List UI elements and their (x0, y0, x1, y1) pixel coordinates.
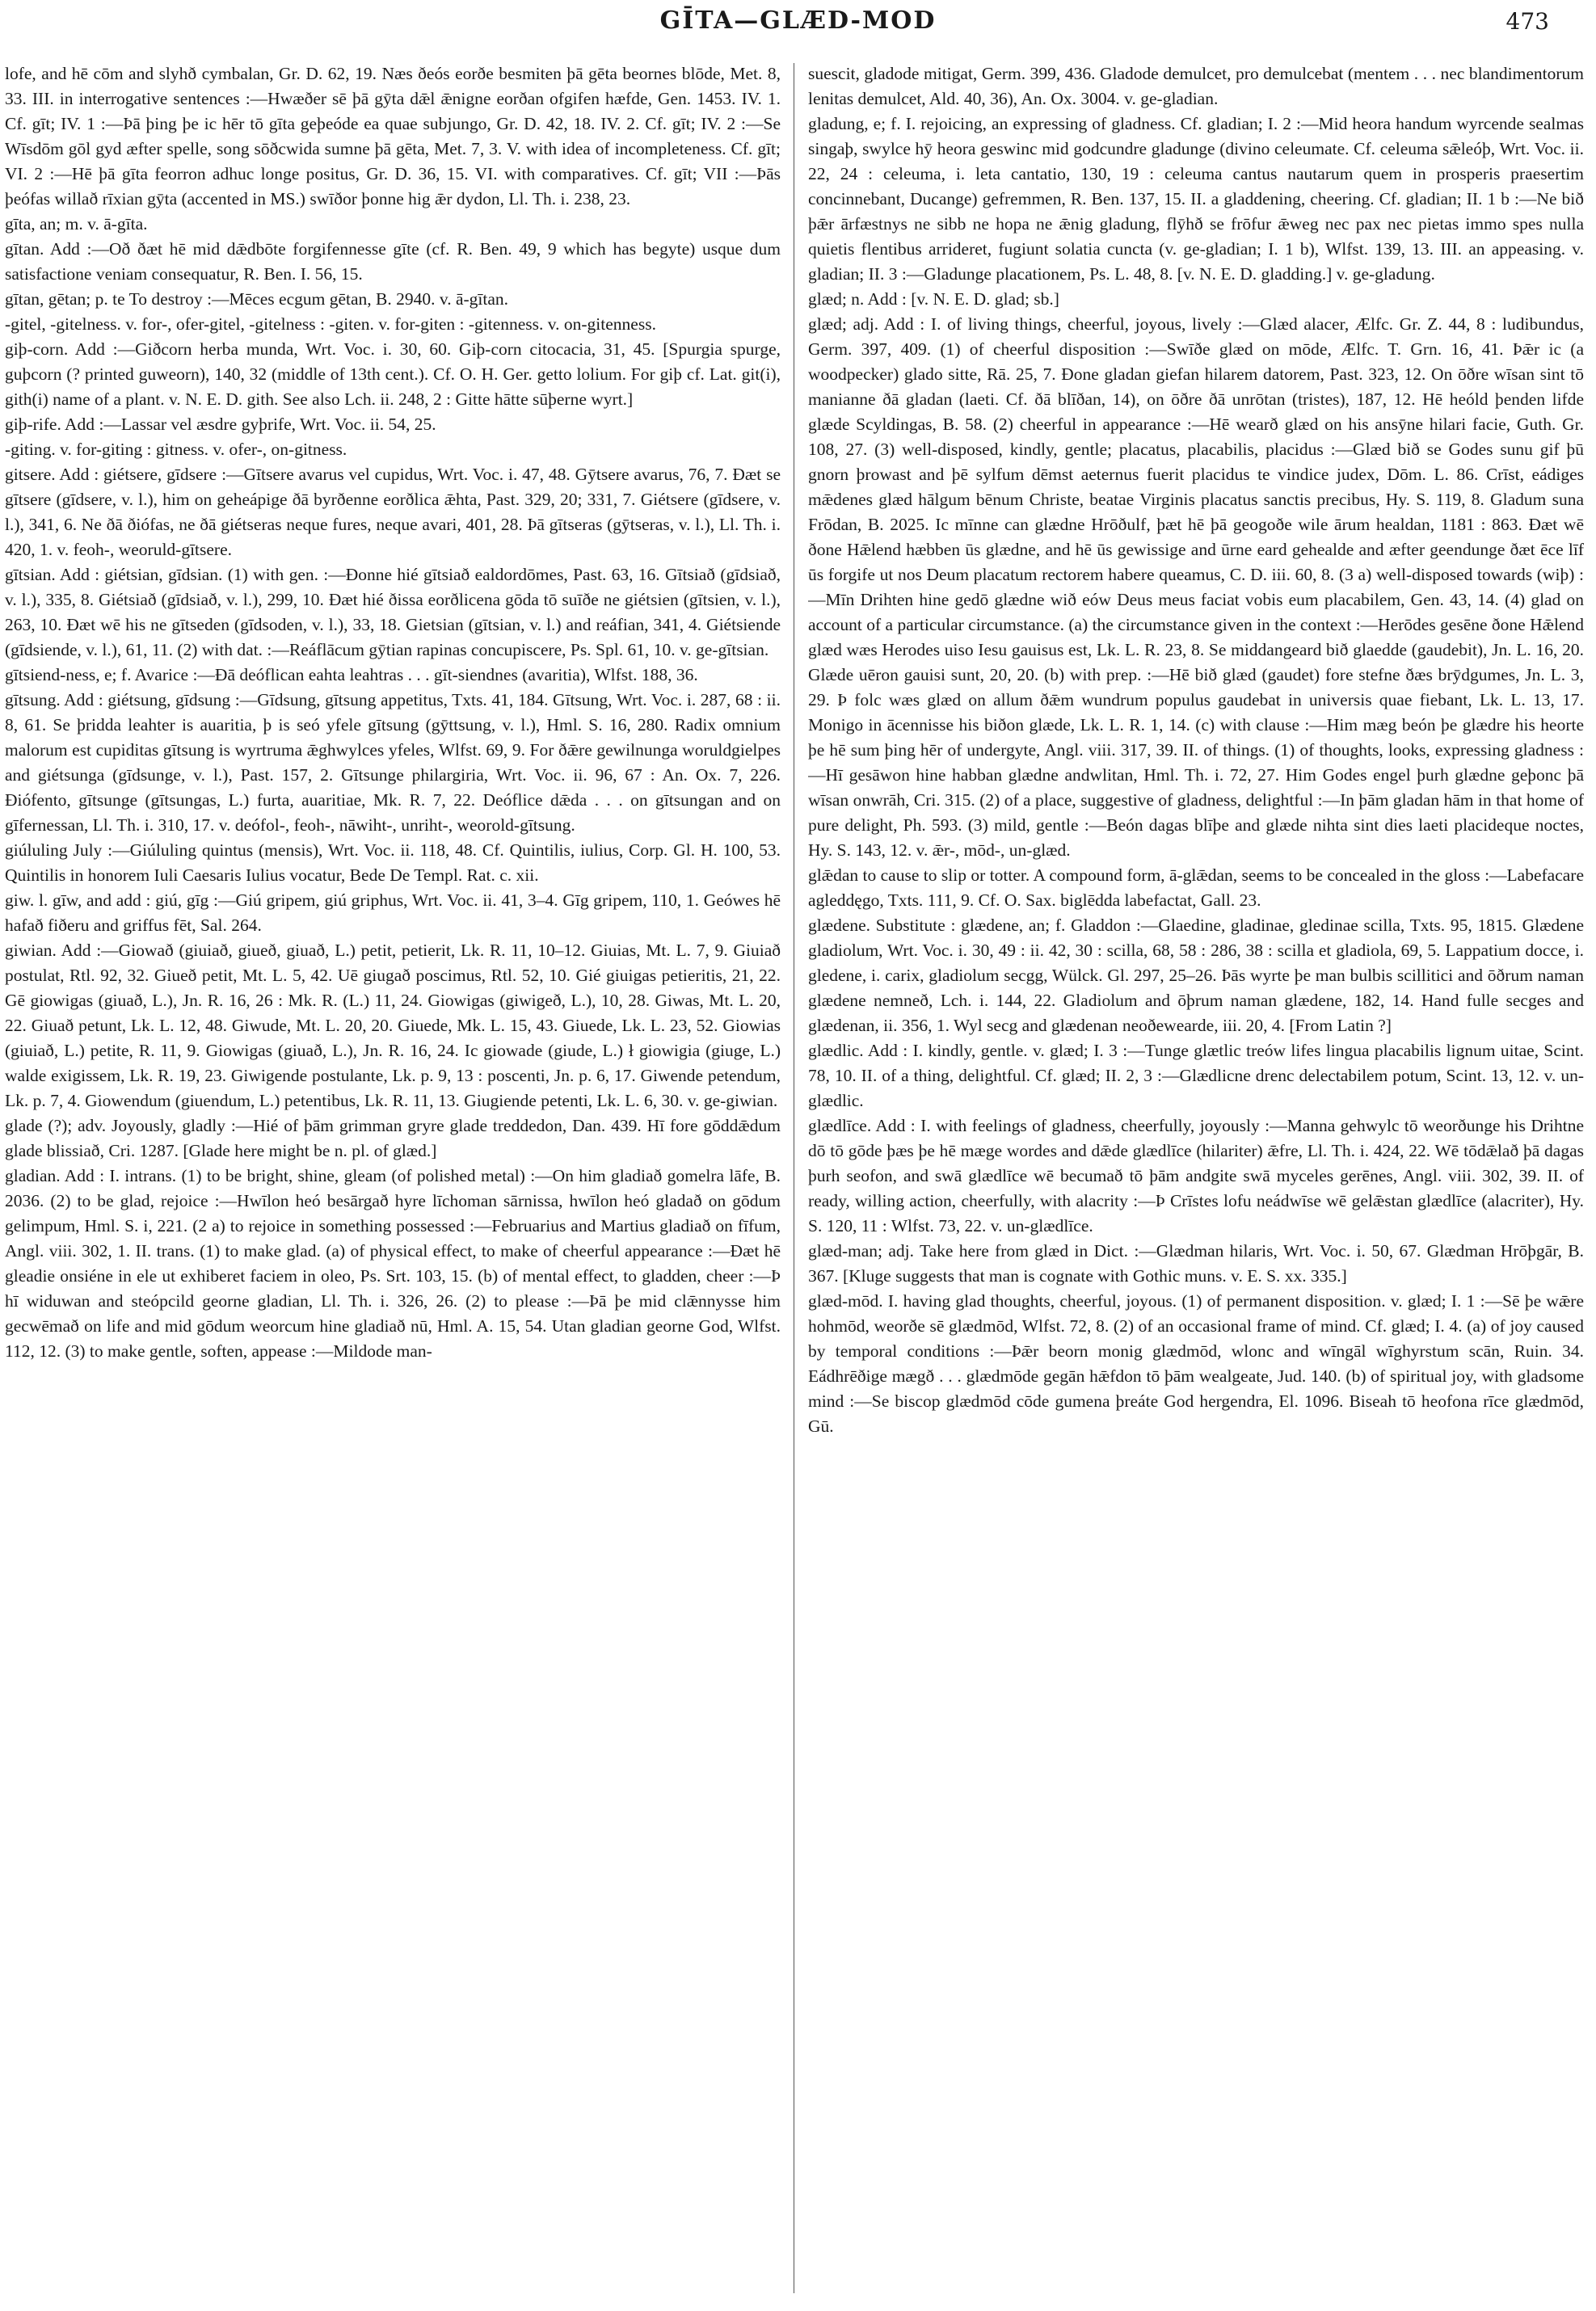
entry-glade: glade (?); adv. Joyously, gladly :—Hié of þām grimman gryre glade treddedon, Dan. 439. Hī fore gōddǣdum glade blissiað, Cri. 1287. [Glade here might be n. pl. of glæd.] (5, 1116, 781, 1160)
entry-glaed-noun: glæd; n. Add : [v. N. E. D. glad; sb.] (808, 289, 1059, 309)
right-column (808, 61, 1584, 2300)
entry-gladung: gladung, e; f. I. rejoicing, an expressing of gladness. Cf. gladian; I. 2 :—Mid heora handum wyrcende sealmas singaþ, swylce hȳ heora geswinc mid godcundre gladunge (divino celeumate. Cf. celeuma sǣleóþ, Wrt. Voc. ii. 22, 24 : celeuma, i. leta cantatio, 130, 19 : celeuma cantus nautarum quem in prosperis praesertim concinnebant, Ducange) gefremmen, R. Ben. 137, 15. II. a gladdening, cheering. Cf. gladian; II. 1 b :—Ne bið þǣr ārfæstnys ne sibb ne hopa ne ǣnig gladung, flȳhð se frōfur ǣweg nec pax nec pietas immo spes nulla quietis flentibus arrideret, fugiunt solatia cuncta (v. ge-gladian; I. 1 b), Wlfst. 139, 13. III. an appeasing. v. gladian; II. 3 :—Gladunge placationem, Ps. L. 48, 8. [v. N. E. D. gladding.] v. ge-gladung. (808, 114, 1584, 284)
entry-gita-noun: gīta, an; m. v. ā-gīta. (5, 214, 148, 234)
entry-glaed-mod: glæd-mōd. I. having glad thoughts, cheerful, joyous. (1) of permanent disposition. v. glæd; I. 1 :—Sē þe wǣre hohmōd, weorðe sē glædmōd, Wlfst. 72, 8. (2) of an occasional frame of mind. Cf. glæd; I. 4. (a) of joy caused by temporal conditions :—Þǣr beorn monig glædmōd, wlonc and wīngāl wīghyrstum scān, Ruin. 34. Eádhrēðige mægð . . . glædmōde gegān hǣfdon tō þām wealgeate, Jud. 140. (b) of spiritual joy, with gladsome mind :—Se biscop glædmōd cōde gumena þreáte God hergendra, El. 1096. Biseah tō heofona rīce glædmōd, Gū. (808, 1291, 1584, 1436)
entry-glaed-man: glæd-man; adj. Take here from glæd in Dict. :—Glædman hilaris, Wrt. Voc. i. 50, 67. Glædman Hrōþgār, B. 367. [Kluge suggests that man is cognate with Gothic muns. v. E. S. xx. 335.] (808, 1241, 1584, 1286)
entry-glaedan: glǣdan to cause to slip or totter. A compound form, ā-glǣdan, seems to be concealed in the gloss :—Labefacare agleddęgo, Txts. 111, 9. Cf. O. Sax. biglēdda labefactat, Gall. 23. (808, 865, 1584, 910)
entry-gith-corn: giþ-corn. Add :—Giðcorn herba munda, Wrt. Voc. i. 30, 60. Giþ-corn citocacia, 31, 45. [Spurgia spurge, guþcorn (? printed guweorn), 140, 32 (middle of 13th cent.). Cf. O. H. Ger. getto lolium. For giþ cf. Lat. git(i), gith(i) name of a plant. v. N. E. D. gith. See also Lch. ii. 248, 2 : Gitte hātte sūþerne wyrt.] (5, 339, 781, 409)
entry-glaed-adj: glæd; adj. Add : I. of living things, cheerful, joyous, lively :—Glæd alacer, Ælfc. Gr. Z. 44, 8 : ludibundus, Germ. 397, 409. (1) of cheerful disposition :—Swīðe glæd on mōde, Ælfc. T. Grn. 16, 41. Þǣr ic (a woodpecker) glado sitte, Rā. 25, 7. Ðone gladan giefan hilarem datorem, Past. 323, 12. On ōðre wīsan sint tō manianne ðā gladan (laeti. Cf. ðā blīðan, 14), on ōðre ðā unrōtan (tristes), 187, 12. Hē heóld þenden lifde glæde Scyldingas, B. 58. (2) cheerful in appearance :—Hē wearð glæd on his ansȳne hilari facie, Guth. Gr. 108, 27. (3) well-disposed, kindly, gentle; placatus, placabilis, placidus :—Glæd bið se Godes sunu gif þū gnorn þrowast and þē sylfum dēmst aeternus fuerit placidus te vindice judex, Dōm. L. 86. Crīst, eádiges mǣdenes glæd hālgum bēnum Christe, beatae Virginis placatus sanctis precibus, Hy. S. 119, 8. Gladum suna Frōdan, B. 2025. Ic mīnne can glædne Hrōðulf, þæt hē þā geogoðe wile ārum healdan, 1181 : 863. Ðæt wē ðone Hǣlend hæbben ūs glædne, and hē ūs gewissige and ūrne eard gehealde and æfter geendunge ðæt ēce līf ūs forgife ut nos Deum placatum rectorem habere queamus, C. D. iii. 60, 8. (3 a) well-disposed towards (wiþ) :—Mīn Drihten hine gedō glædne wið eów Deus meus faciat vobis eum placabilem, Gen. 43, 14. (4) glad on account of a particular circumstance. (a) the circumstance given in the context :—Herōdes gesēne ðone Hǣlend glæd wæs Herodes uiso Iesu gauisus est, Lk. L. R. 23, 8. Se middangeard bið glaedde (gaudebit), Jn. L. 16, 20. Glæde uēron gauisi sunt, 20, 20. (b) with prep. :—Hē bið glæd (gaudet) fore stefne ðæs brȳdgumes, Jn. L. 3, 29. Þ folc wæs glæd on allum ðǣm wundrum populus gaudebat in universis quae fiebant, Lk. L. 13, 17. Monigo in ācennisse his biðon glæde, Lk. L. R. 1, 14. (c) with clause :—Him mæg beón þe glædre his heorte þe hē sum þing hēr of undergyte, Angl. viii. 317, 39. II. of things. (1) of thoughts, looks, expressing gladness :—Hī gesāwon hine habban glædne andwlitan, Hml. Th. i. 72, 27. Him Godes engel þurh glædne geþonc þā wīsan onwrāh, Cri. 315. (2) of a place, suggestive of gladness, delightful :—In þām gladan hām in that home of pure delight, Ph. 593. (3) mild, gentle :—Beón dagas blīþe and glæde nihta sint dies laeti placideque noctes, Hy. S. 143, 12. v. ǣr-, mōd-, un-glæd. (808, 314, 1584, 860)
entry-gita-cont: lofe, and hē cōm and slyhð cymbalan, Gr. D. 62, 19. Næs ðeós eorðe besmiten þā gēta beornes blōde, Met. 8, 33. III. in interrogative sentences :—Hwæðer sē þā gȳta dǣl ǣnigne eorðan ofgifen hæfde, Gen. 1453. IV. 1. Cf. gīt; IV. 1 :—Þā þing þe ic hēr tō gīta geþeóde ea quae subjungo, Gr. D. 42, 18. IV. 2. Cf. gīt; IV. 2 :—Se Wīsdōm gōl gyd æfter spelle, song sōðcwida sumne þā gēta, Met. 7, 3. V. with idea of incompleteness. Cf. gīt; VI. 2 :—Hē þā gīta feorron adhuc longe positus, Gr. D. 36, 15. VI. with comparatives. Cf. gīt; VII :—Þās þeófas willað rīxian gȳta (accented in MS.) swīðor þonne hig ǣr dydon, Ll. Th. i. 238, 23. (5, 64, 781, 208)
entry-gith-rife: giþ-rife. Add :—Lassar vel æsdre gyþrife, Wrt. Voc. ii. 54, 25. (5, 415, 436, 434)
left-column (5, 61, 781, 2300)
entry-gitan-1: gītan. Add :—Oð ðæt hē mid dǣdbōte forgifennesse gīte (cf. R. Ben. 49, 9 which has begyte) usque dum satisfactione veniam consequatur, R. Ben. I. 56, 15. (5, 239, 781, 284)
entry-giw: giw. l. gīw, and add : giú, gīg :—Giú gripem, giú griphus, Wrt. Voc. ii. 41, 3–4. Gīg gripem, 110, 1. Geówes hē hafað fiðeru and griffus fēt, Sal. 264. (5, 890, 781, 935)
entry-gitel: -gitel, -gitelness. v. for-, ofer-gitel, -gitelness : -giten. v. for-giten : -gitenness. v. on-gitenness. (5, 314, 656, 334)
entry-glaedene: glædene. Substitute : glædene, an; f. Gladdon :—Glaedine, gladinae, gledinae scilla, Txts. 95, 1815. Glædene gladiolum, Wrt. Voc. i. 30, 49 : ii. 42, 30 : scilla, 68, 58 : 286, 38 : scilla et gladiola, 69, 5. Lappatium docce, i. gledene, i. carix, gladiolum secgg, Wülck. Gl. 297, 25–26. Þās wyrte þe man bulbis scillitici and ōðrum naman glædene nemneð, Lch. i. 144, 22. Gladiolum and ōþrum naman glædene, 182, 14. Hand fulle secges and glædenan, ii. 356, 1. Wyl secg and glædenan neoðewearde, iii. 20, 4. [From Latin ?] (808, 916, 1584, 1035)
entry-gitsian: gītsian. Add : giétsian, gīdsian. (1) with gen. :—Ðonne hié gītsiað ealdordōmes, Past. 63, 16. Gītsiað (gīdsiað, v. l.), 335, 8. Giétsiað (gīdsiað, v. l.), 299, 10. Ðæt hié ðissa eorðlicena gōda tō suīðe ne giétsien (gītsien, v. l.), 263, 10. Ðæt wē his ne gītseden (gīdsoden, v. l.), 33, 18. Gietsian (gītsian, v. l.) and reáfian, 341, 4. Giétsiende (gīdsiende, v. l.), 61, 11. (2) with dat. :—Reáflācum gȳtian rapinas concupiscere, Ps. Spl. 61, 10. v. ge-gītsian. (5, 565, 781, 659)
entry-gladian-cont: suescit, gladode mitigat, Germ. 399, 436. Gladode demulcet, pro demulcebat (mentem . . . nec blandimentorum lenitas demulcet, Ald. 40, 36), An. Ox. 3004. v. ge-gladian. (808, 64, 1584, 108)
page-number: 473 (1505, 8, 1549, 35)
page-header (0, 0, 1596, 57)
entry-giwian: giwian. Add :—Giowað (giuiað, giueð, giuað, L.) petit, petierit, Lk. R. 11, 10–12. Giuias, Mt. L. 7, 9. Giuiað postulat, Rtl. 92, 32. Giueð petit, Mt. L. 5, 42. Uē giugað poscimus, Rtl. 52, 10. Gié giuigas petieritis, 21, 22. Gē giowigas (giuað, L.), Jn. R. 16, 26 : Mk. R. (L.) 11, 24. Giowigas (giwigeð, L.), 10, 28. Giwas, Mt. L. 20, 22. Giuað petunt, Lk. L. 12, 48. Giwude, Mt. L. 20, 20. Giuede, Mk. L. 15, 43. Giuede, Lk. L. 23, 52. Giowias (giuiað, L.) petite, R. 11, 9. Giowigas (giuað, L.), Jn. R. 16, 24. Ic giowade (giude, L.) ł giowigia (giuge, L.) walde exigissem, Lk. R. 19, 23. Giwigende postulante, Lk. p. 9, 13 : poscenti, Jn. p. 6, 17. Giwende petendum, Lk. p. 7, 4. Giowendum (giuendum, L.) petentibus, Lk. R. 11, 13. Giugiende petenti, Lk. L. 6, 30. v. ge-giwian. (5, 941, 781, 1110)
entry-glaedlice: glædlīce. Add : I. with feelings of gladness, cheerfully, joyously :—Manna gehwylc tō weorðunge his Drihtne dō tō gōde þæs þe hē mæge wordes and dǣde glædlīce (hilariter) ǣfre, Ll. Th. i. 424, 22. Wē tōdǣlað þā dagas þurh seofon, and swā glædlīce wē becumað tō þām andgite swā myceles gerēnes, Angl. viii. 302, 39. II. of ready, willing action, cheerfully, with alacrity :—Þ Crīstes lofu neádwīse wē gelǣstan glædlīce (alacriter), Hy. S. 120, 11 : Wlfst. 73, 22. v. un-glædlīce. (808, 1116, 1584, 1235)
entry-giululing: giúluling July :—Giúluling quintus (mensis), Wrt. Voc. ii. 118, 48. Cf. Quintilis, iulius, Corp. Gl. H. 100, 53. Quintilis in honorem Iuli Caesaris Iulius vocatur, Bede De Templ. Rat. c. xii. (5, 840, 781, 885)
running-title: GĪTA—GLÆD-MOD (659, 6, 937, 35)
entry-gitsiend-ness: gītsiend-ness, e; f. Avarice :—Ðā deóflican eahta leahtras . . . gīt-siendnes (avaritia), Wlfst. 188, 36. (5, 665, 698, 684)
entry-gladian: gladian. Add : I. intrans. (1) to be bright, shine, gleam (of polished metal) :—On him gladiað gomelra lāfe, B. 2036. (2) to be glad, rejoice :—Hwīlon heó besārgað hyre līchoman sārnissa, hwīlon heó gladað on gōdum gelimpum, Hml. S. i, 221. (2 a) to rejoice in something possessed :—Februarius and Martius gladiað on fīfum, Angl. viii. 302, 1. II. trans. (1) to make glad. (a) of physical effect, to make of cheerful appearance :—Ðæt hē gleadie onsiéne in ele ut exhiberet faciem in oleo, Ps. Srt. 103, 15. (b) of mental effect, to gladden, cheer :—Þ hī widuwan and steópcild georne gladian, Ll. Th. i. 326, 26. (2) to please :—Þā þe mid clǣnnysse him gecwēmað on life and mid gōdum weorcum hine gladiað nū, Hml. A. 15, 54. Utan gladian georne God, Wlfst. 112, 12. (3) to make gentle, soften, appease :—Mildode man- (5, 1166, 781, 1361)
entry-gitsung: gītsung. Add : giétsung, gīdsung :—Gīdsung, gītsung appetitus, Txts. 41, 184. Gītsung, Wrt. Voc. i. 287, 68 : ii. 8, 61. Se þridda leahter is auaritia, þ is seó yfele gītsung (gȳttsung, v. l.), Hml. S. 16, 280. Radix omnium malorum est cupiditas gītsung is wyrtruma ǣghwylces yfeles, Wlfst. 69, 9. For ðǣre gewilnunga woruldgielpes and giétsunga (gīdsunge, v. l.), Past. 157, 2. Gītsunge philargiria, Wrt. Voc. ii. 96, 67 : An. Ox. 7, 226. Ðiófento, gītsunge (gītsungas, L.) furta, auaritiae, Mk. R. 7, 22. Deóflice dǣda . . . on gītsungan and on gīfernessan, Ll. Th. i. 310, 17. v. deófol-, feoh-, nāwiht-, unriht-, weorold-gītsung. (5, 690, 781, 835)
entry-gitan-2: gītan, gētan; p. te To destroy :—Mēces ecgum gētan, B. 2940. v. ā-gītan. (5, 289, 509, 309)
entry-gitsere: gitsere. Add : giétsere, gīdsere :—Gītsere avarus vel cupidus, Wrt. Voc. i. 47, 48. Gȳtsere avarus, 76, 7. Ðæt se gītsere (gīdsere, v. l.), him on geheápige ðā byrðenne eorðlica ǣhta, Past. 329, 20; 331, 7. Giétsere (gīdsere, v. l.), 341, 6. Ne ðā ðiófas, ne ðā giétseras neque fures, neque avari, 401, 28. Þā gītseras (gȳtseras, v. l.), Ll. Th. i. 420, 1. v. feoh-, weoruld-gītsere. (5, 465, 781, 559)
entry-giting: -giting. v. for-giting : gitness. v. ofer-, on-gitness. (5, 440, 347, 459)
entry-glaedlic: glædlic. Add : I. kindly, gentle. v. glæd; I. 3 :—Tunge glætlic treów lifes lingua placabilis lignum uitae, Scint. 78, 10. II. of a thing, delightful. Cf. glæd; II. 2, 3 :—Glædlicne drenc delectabilem potum, Scint. 13, 12. v. un-glædlic. (808, 1041, 1584, 1110)
